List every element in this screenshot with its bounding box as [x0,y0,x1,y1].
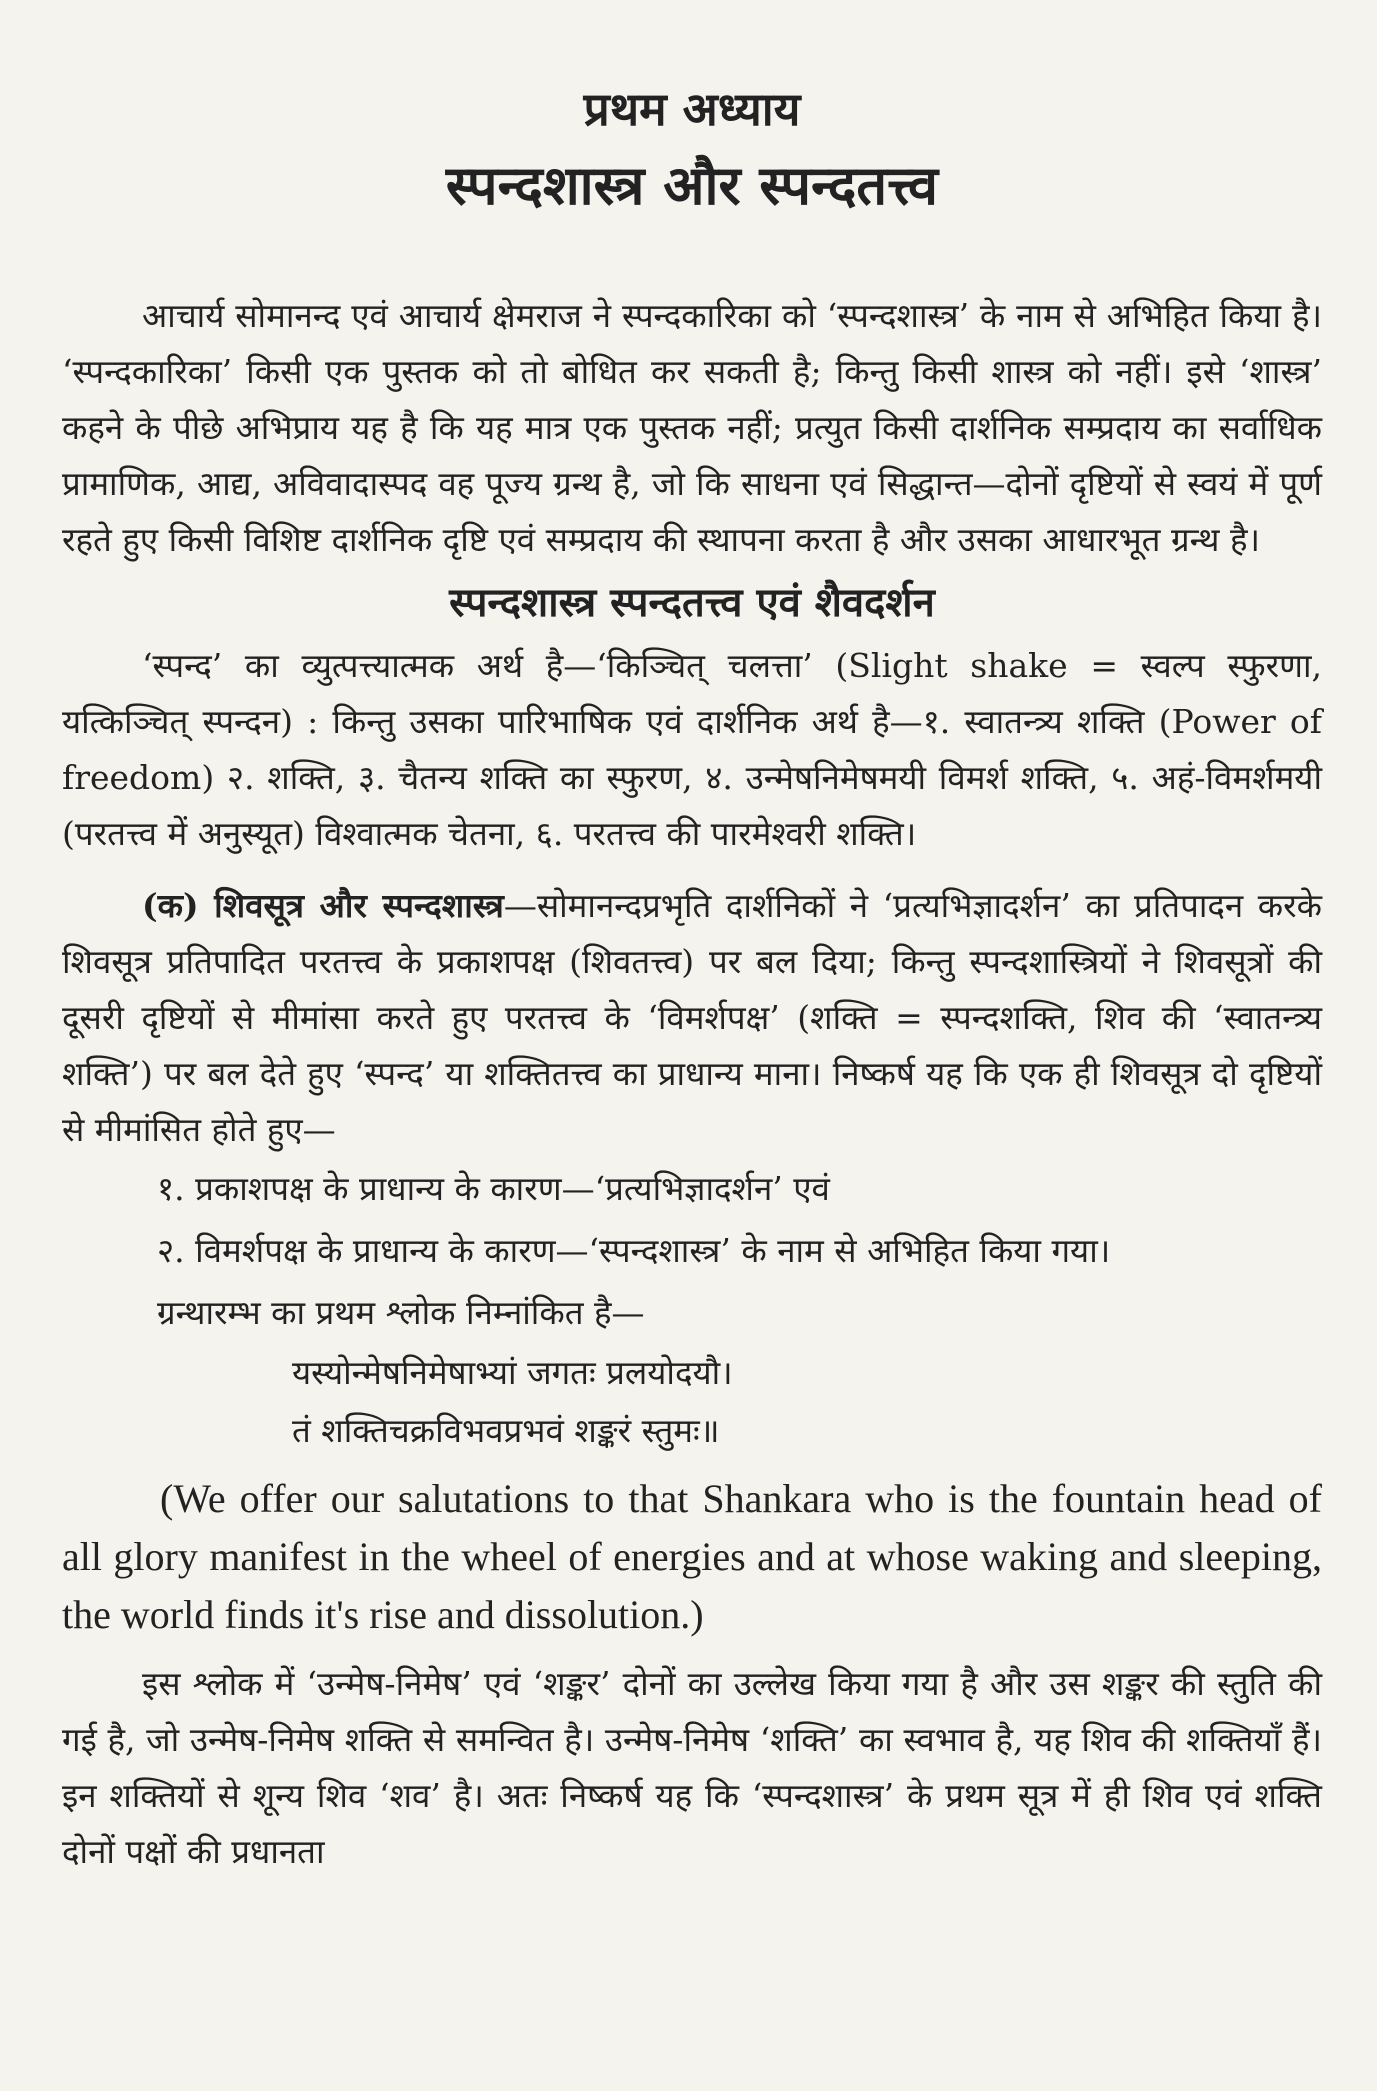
shloka-line-2: तं शक्तिचक्रविभवप्रभवं शङ्करं स्तुमः॥ [292,1411,720,1450]
intro-paragraph: आचार्य सोमानन्द एवं आचार्य क्षेमराज ने स्पन्दकारिका को ‘स्पन्दशास्त्र’ के नाम से अभिहित किया है। ‘स्पन्दकारिका’ किसी एक पुस्तक को तो बोधित कर सकती है; किन्तु किसी शास्त्र को नहीं। इसे ‘शास्त्र’ कहने के पीछे अभिप्राय यह है कि यह मात्र एक पुस्तक नहीं; प्रत्युत किसी दार्शनिक सम्प्रदाय का सर्वाधिक प्रामाणिक, आद्य, अविवादास्पद वह पूज्य ग्रन्थ है, जो कि साधना एवं सिद्धान्त—दोनों दृष्टियों से स्वयं में पूर्ण रहते हुए किसी विशिष्ट दार्शनिक दृष्टि एवं सम्प्रदाय की स्थापना करता है और उसका आधारभूत ग्रन्थ है। [62,296,1322,559]
chapter-title: स्पन्दशास्त्र और स्पन्दतत्त्व [445,153,939,217]
list-item: २. विमर्शपक्ष के प्राधान्य के कारण—‘स्पन्दशास्त्र’ के नाम से अभिहित किया गया। [157,1231,1111,1270]
shivasutra-body: —सोमानन्दप्रभृति दार्शनिकों ने ‘प्रत्यभिज्ञादर्शन’ का प्रतिपादन करके शिवसूत्र प्रतिपादित परतत्त्व के प्रकाशपक्ष (शिवतत्त्व) पर बल दिया; किन्तु स्पन्दशास्त्रियों ने शिवसूत्रों की दूसरी दृष्टियों से मीमांसा करते हुए परतत्त्व के ‘विमर्शपक्ष’ (शक्ति = स्पन्दशक्ति, शिव की ‘स्वातन्त्र्य शक्ति’) पर बल देते हुए ‘स्पन्द’ या शक्तितत्त्व का प्राधान्य माना। निष्कर्ष यह कि एक ही शिवसूत्र दो दृष्टियों से मीमांसित होते हुए— [62,886,1322,1149]
english-translation: (We offer our salutations to that Shankara who is the fountain head of all glory manifest in the wheel of energies and at whose waking and sleeping, the world finds it's rise and dissolution.) [62,1476,1322,1637]
closing-paragraph: इस श्लोक में ‘उन्मेष-निमेष’ एवं ‘शङ्कर’ दोनों का उल्लेख किया गया है और उस शङ्कर की स्तुति की गई है, जो उन्मेष-निमेष शक्ति से समन्वित है। उन्मेष-निमेष ‘शक्ति’ का स्वभाव है, यह शिव की शक्तियाँ हैं। इन शक्तियों से शून्य शिव ‘शव’ है। अतः निष्कर्ष यह कि ‘स्पन्दशास्त्र’ के प्रथम सूत्र में ही शिव एवं शक्ति दोनों पक्षों की प्रधानता [62,1664,1322,1871]
spanda-meaning-paragraph: ‘स्पन्द’ का व्युत्पत्त्यात्मक अर्थ है—‘किञ्चित् चलत्ता’ (Slight shake = स्वल्प स्फुरणा, यत्किञ्चित् स्पन्दन) : किन्तु उसका पारिभाषिक एवं दार्शनिक अर्थ है—१. स्वातन्त्र्य शक्ति (Power of freedom) २. शक्ति, ३. चैतन्य शक्ति का स्फुरण, ४. उन्मेषनिमेषमयी विमर्श शक्ति, ५. अहं-विमर्शमयी (परतत्त्व में अनुस्यूत) विश्वात्मक चेतना, ६. परतत्त्व की पारमेश्वरी शक्ति। [62,646,1322,853]
shivasutra-paragraph [62,878,1322,1158]
section-heading: स्पन्दशास्त्र स्पन्दतत्त्व एवं शैवदर्शन [449,579,935,626]
shivasutra-lead: (क) शिवसूत्र और स्पन्दशास्त्र [142,886,504,925]
shloka-line-1: यस्योन्मेषनिमेषाभ्यां जगतः प्रलयोदयौ। [292,1353,733,1392]
shloka-intro: ग्रन्थारम्भ का प्रथम श्लोक निम्नांकित है— [157,1293,645,1332]
chapter-number: प्रथम अध्याय [583,82,801,136]
list-item: १. प्रकाशपक्ष के प्राधान्य के कारण—‘प्रत्यभिज्ञादर्शन’ एवं [157,1169,830,1208]
